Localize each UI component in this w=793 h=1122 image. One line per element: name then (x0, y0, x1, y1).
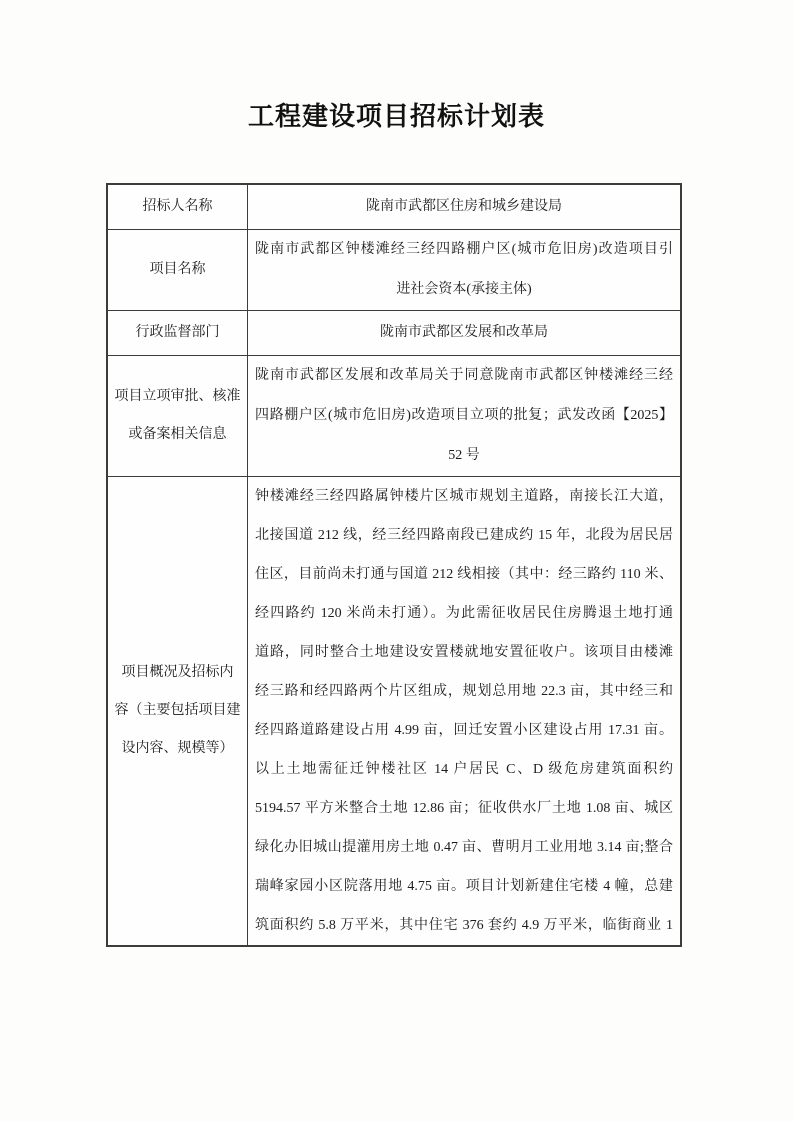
label-line: 容（主要包括项目建 (114, 703, 241, 718)
bid-plan-table (106, 183, 682, 947)
label-line: 项目概况及招标内 (121, 665, 234, 680)
row-content-cell (248, 185, 680, 229)
content-line: 5194.57 平方米整合土地 12.86 亩；征收供水厂土地 1.08 亩、城区 (255, 801, 673, 816)
label-line: 项目名称 (149, 262, 206, 277)
label-line: 招标人名称 (142, 199, 213, 214)
table-row-bidder-name (108, 185, 680, 229)
row-content-cell (248, 356, 680, 476)
row-content-cell (248, 230, 680, 310)
row-content-cell (248, 311, 680, 355)
row-label-cell (108, 230, 248, 310)
content-line: 道路，同时整合土地建设安置楼就地安置征收户。该项目由楼滩 (255, 645, 673, 660)
label-line: 行政监督部门 (135, 325, 220, 340)
page-title: 工程建设项目招标计划表 (247, 102, 545, 131)
content-line: 经三路和经四路两个片区组成，规划总用地 22.3 亩，其中经三和 (255, 684, 673, 699)
table-row-supervision-dept (108, 310, 680, 355)
content-line: 四路棚户区(城市危旧房)改造项目立项的批复；武发改函【2025】 (255, 408, 673, 423)
content-line: 筑面积约 5.8 万平米，其中住宅 376 套约 4.9 万平米，临街商业 1 (255, 918, 673, 933)
label-line: 项目立项审批、核准 (114, 389, 241, 404)
content-line: 住区，目前尚未打通与国道 212 线相接（其中：经三路约 110 米、 (255, 567, 673, 582)
label-line: 设内容、规模等） (121, 741, 234, 756)
content-line: 陇南市武都区发展和改革局关于同意陇南市武都区钟楼滩经三经 (255, 368, 673, 383)
content-line: 52 号 (448, 448, 480, 463)
row-label-cell (108, 311, 248, 355)
content-line: 陇南市武都区发展和改革局 (380, 325, 548, 340)
content-line: 陇南市武都区住房和城乡建设局 (366, 199, 562, 214)
table-row-project-name (108, 229, 680, 310)
row-label-cell (108, 356, 248, 476)
content-line: 以上土地需征迁钟楼社区 14 户居民 C、D 级危房建筑面积约 (255, 762, 673, 777)
row-label-cell (108, 185, 248, 229)
content-line: 进社会资本(承接主体) (396, 282, 532, 297)
table-row-project-overview (108, 476, 680, 945)
row-label-cell (108, 477, 248, 945)
content-line: 钟楼滩经三经四路属钟楼片区城市规划主道路，南接长江大道， (255, 489, 673, 504)
content-line: 绿化办旧城山提灌用房土地 0.47 亩、曹明月工业用地 3.14 亩;整合 (255, 840, 673, 855)
content-line: 陇南市武都区钟楼滩经三经四路棚户区(城市危旧房)改造项目引 (255, 242, 673, 257)
row-content-cell (248, 477, 680, 945)
content-line: 北接国道 212 线，经三经四路南段已建成约 15 年，北段为居民居 (255, 528, 673, 543)
label-line: 或备案相关信息 (128, 427, 227, 442)
content-line: 经四路道路建设占用 4.99 亩，回迁安置小区建设占用 17.31 亩。 (255, 723, 673, 738)
table-row-approval-info (108, 355, 680, 476)
content-line: 瑞峰家园小区院落用地 4.75 亩。项目计划新建住宅楼 4 幢，总建 (255, 879, 673, 894)
content-line: 经四路约 120 米尚未打通）。为此需征收居民住房腾退土地打通 (255, 606, 673, 621)
